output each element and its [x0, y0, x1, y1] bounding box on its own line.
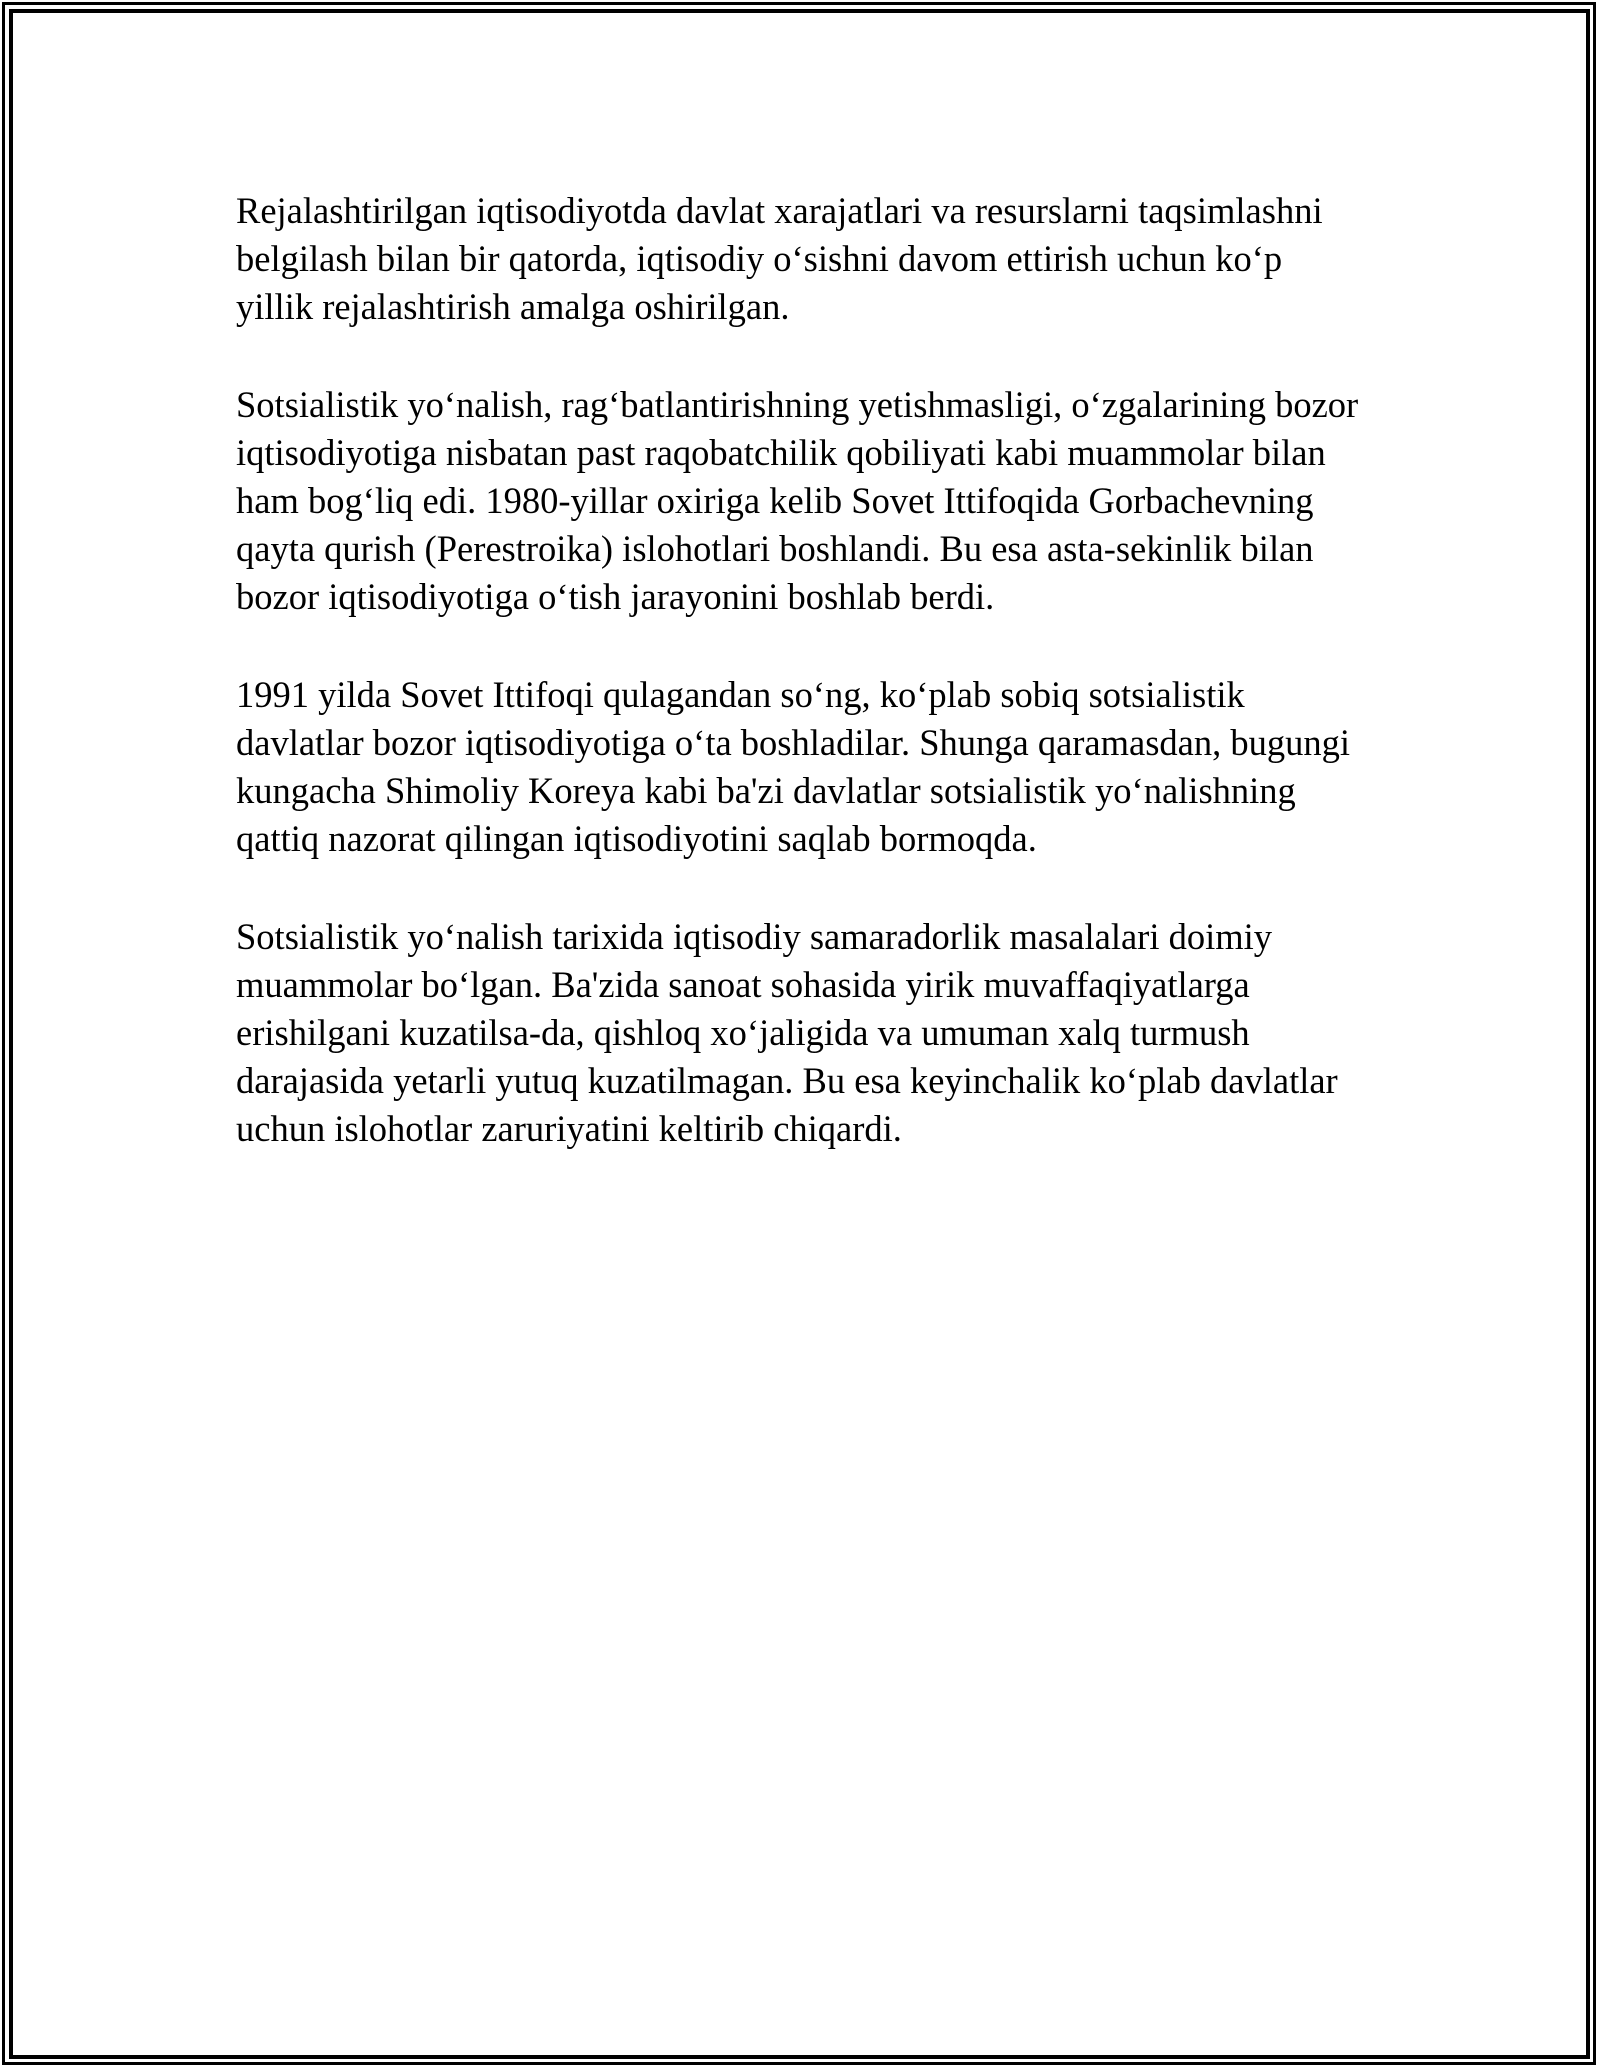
paragraph	[236, 913, 1361, 1153]
text-line: qattiq nazorat qilingan iqtisodiyotini saqlab bormoqda.	[236, 818, 1037, 859]
text-line: yillik rejalashtirish amalga oshirilgan.	[236, 286, 790, 327]
text-line: iqtisodiyotiga nisbatan past raqobatchilik qobiliyati kabi muammolar bilan	[236, 432, 1326, 473]
text-line: 1991 yilda Sovet Ittifoqi qulagandan so‘ng, ko‘plab sobiq sotsialistik	[236, 674, 1245, 715]
text-line: Sotsialistik yo‘nalish tarixida iqtisodiy samaradorlik masalalari doimiy	[236, 916, 1273, 957]
text-line: belgilash bilan bir qatorda, iqtisodiy o‘sishni davom ettirish uchun ko‘p	[236, 238, 1283, 279]
paragraph	[236, 381, 1361, 621]
text-line: davlatlar bozor iqtisodiyotiga o‘ta boshladilar. Shunga qaramasdan, bugungi	[236, 722, 1351, 763]
text-line: qayta qurish (Perestroika) islohotlari boshlandi. Bu esa asta-sekinlik bilan	[236, 528, 1314, 569]
text-line: Sotsialistik yo‘nalish, rag‘batlantirishning yetishmasligi, o‘zgalarining bozor	[236, 384, 1359, 425]
paragraph	[236, 671, 1361, 863]
text-line: bozor iqtisodiyotiga o‘tish jarayonini boshlab berdi.	[236, 576, 995, 617]
document-body	[236, 187, 1361, 1203]
text-line: kungacha Shimoliy Koreya kabi ba'zi davlatlar sotsialistik yo‘nalishning	[236, 770, 1296, 811]
text-line: uchun islohotlar zaruriyatini keltirib chiqardi.	[236, 1108, 902, 1149]
text-line: erishilgani kuzatilsa-da, qishloq xo‘jaligida va umuman xalq turmush	[236, 1012, 1250, 1053]
text-line: darajasida yetarli yutuq kuzatilmagan. Bu esa keyinchalik ko‘plab davlatlar	[236, 1060, 1338, 1101]
text-line: ham bog‘liq edi. 1980-yillar oxiriga kelib Sovet Ittifoqida Gorbachevning	[236, 480, 1314, 521]
text-line: muammolar bo‘lgan. Ba'zida sanoat sohasida yirik muvaffaqiyatlarga	[236, 964, 1250, 1005]
text-line: Rejalashtirilgan iqtisodiyotda davlat xarajatlari va resurslarni taqsimlashni	[236, 190, 1323, 231]
paragraph	[236, 187, 1361, 331]
